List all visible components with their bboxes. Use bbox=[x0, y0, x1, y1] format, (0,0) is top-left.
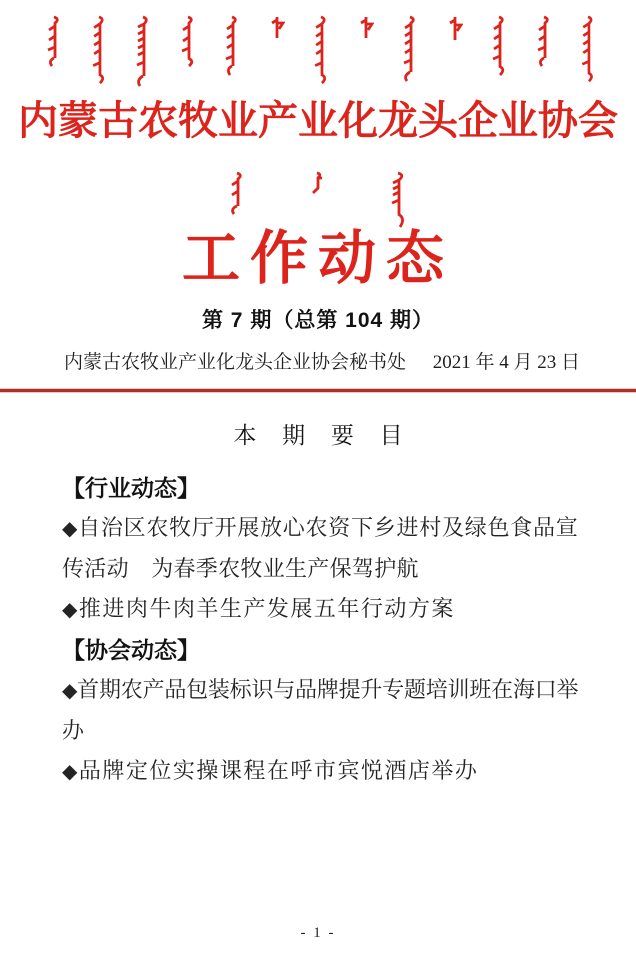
toc-item-text: 品牌定位实操课程在呼市宾悦酒店举办 bbox=[78, 758, 479, 783]
mongolian-script-icon bbox=[580, 14, 596, 86]
org-title: 内蒙古农牧业产业化龙头企业协会 bbox=[18, 98, 618, 143]
divider-rule bbox=[0, 389, 636, 392]
publication-info-row bbox=[0, 349, 636, 376]
mongolian-script-icon bbox=[402, 14, 418, 84]
mongolian-script-icon bbox=[135, 14, 151, 90]
mongolian-script-icon bbox=[389, 170, 407, 230]
section-industry-news bbox=[62, 468, 578, 630]
mongolian-script-icon bbox=[447, 14, 463, 44]
bulletin-title: 工作动态 bbox=[181, 226, 454, 291]
mongolian-script-icon bbox=[313, 14, 329, 88]
issue-number: 第 7 期（总第 104 期） bbox=[201, 309, 435, 332]
diamond-bullet-icon: ◆ bbox=[62, 599, 79, 621]
toc-item bbox=[62, 751, 578, 792]
diamond-bullet-icon: ◆ bbox=[62, 761, 79, 783]
mongolian-banner-subtitle bbox=[0, 170, 636, 228]
mongolian-script-icon bbox=[358, 14, 374, 42]
publish-date: 2021 年 4 月 23 日 bbox=[432, 352, 580, 373]
mongolian-script-icon bbox=[269, 14, 285, 42]
toc-title: 本 期 要 目 bbox=[233, 423, 413, 448]
mongolian-script-icon bbox=[229, 170, 245, 216]
mongolian-script-icon bbox=[180, 14, 196, 68]
diamond-bullet-icon: ◆ bbox=[62, 518, 79, 540]
section-heading: 【协会动态】 bbox=[62, 637, 200, 663]
toc-item bbox=[62, 508, 578, 589]
mongolian-script-icon bbox=[91, 14, 107, 88]
toc-item bbox=[62, 589, 578, 630]
mongolian-banner-top bbox=[46, 14, 596, 90]
toc-item-text: 首期农产品包装标识与品牌提升专题培训班在海口举办 bbox=[62, 677, 578, 743]
section-heading: 【行业动态】 bbox=[62, 475, 200, 501]
mongolian-script-icon bbox=[224, 14, 240, 78]
publisher: 内蒙古农牧业产业化龙头企业协会秘书处 bbox=[64, 352, 407, 373]
toc-item-text: 自治区农牧厅开展放心农资下乡进村及绿色食品宣传活动 为春季农牧业生产保驾护航 bbox=[62, 515, 578, 581]
mongolian-script-icon bbox=[46, 14, 62, 68]
mongolian-script-icon bbox=[536, 14, 552, 68]
diamond-bullet-icon: ◆ bbox=[62, 680, 78, 702]
mongolian-script-icon bbox=[309, 170, 325, 196]
toc-content bbox=[0, 468, 636, 792]
mongolian-script-icon bbox=[491, 14, 507, 78]
toc-item-text: 推进肉牛肉羊生产发展五年行动方案 bbox=[78, 596, 455, 621]
toc-item bbox=[62, 670, 578, 751]
section-association-news bbox=[62, 630, 578, 792]
page-number: - 1 - bbox=[300, 925, 336, 941]
